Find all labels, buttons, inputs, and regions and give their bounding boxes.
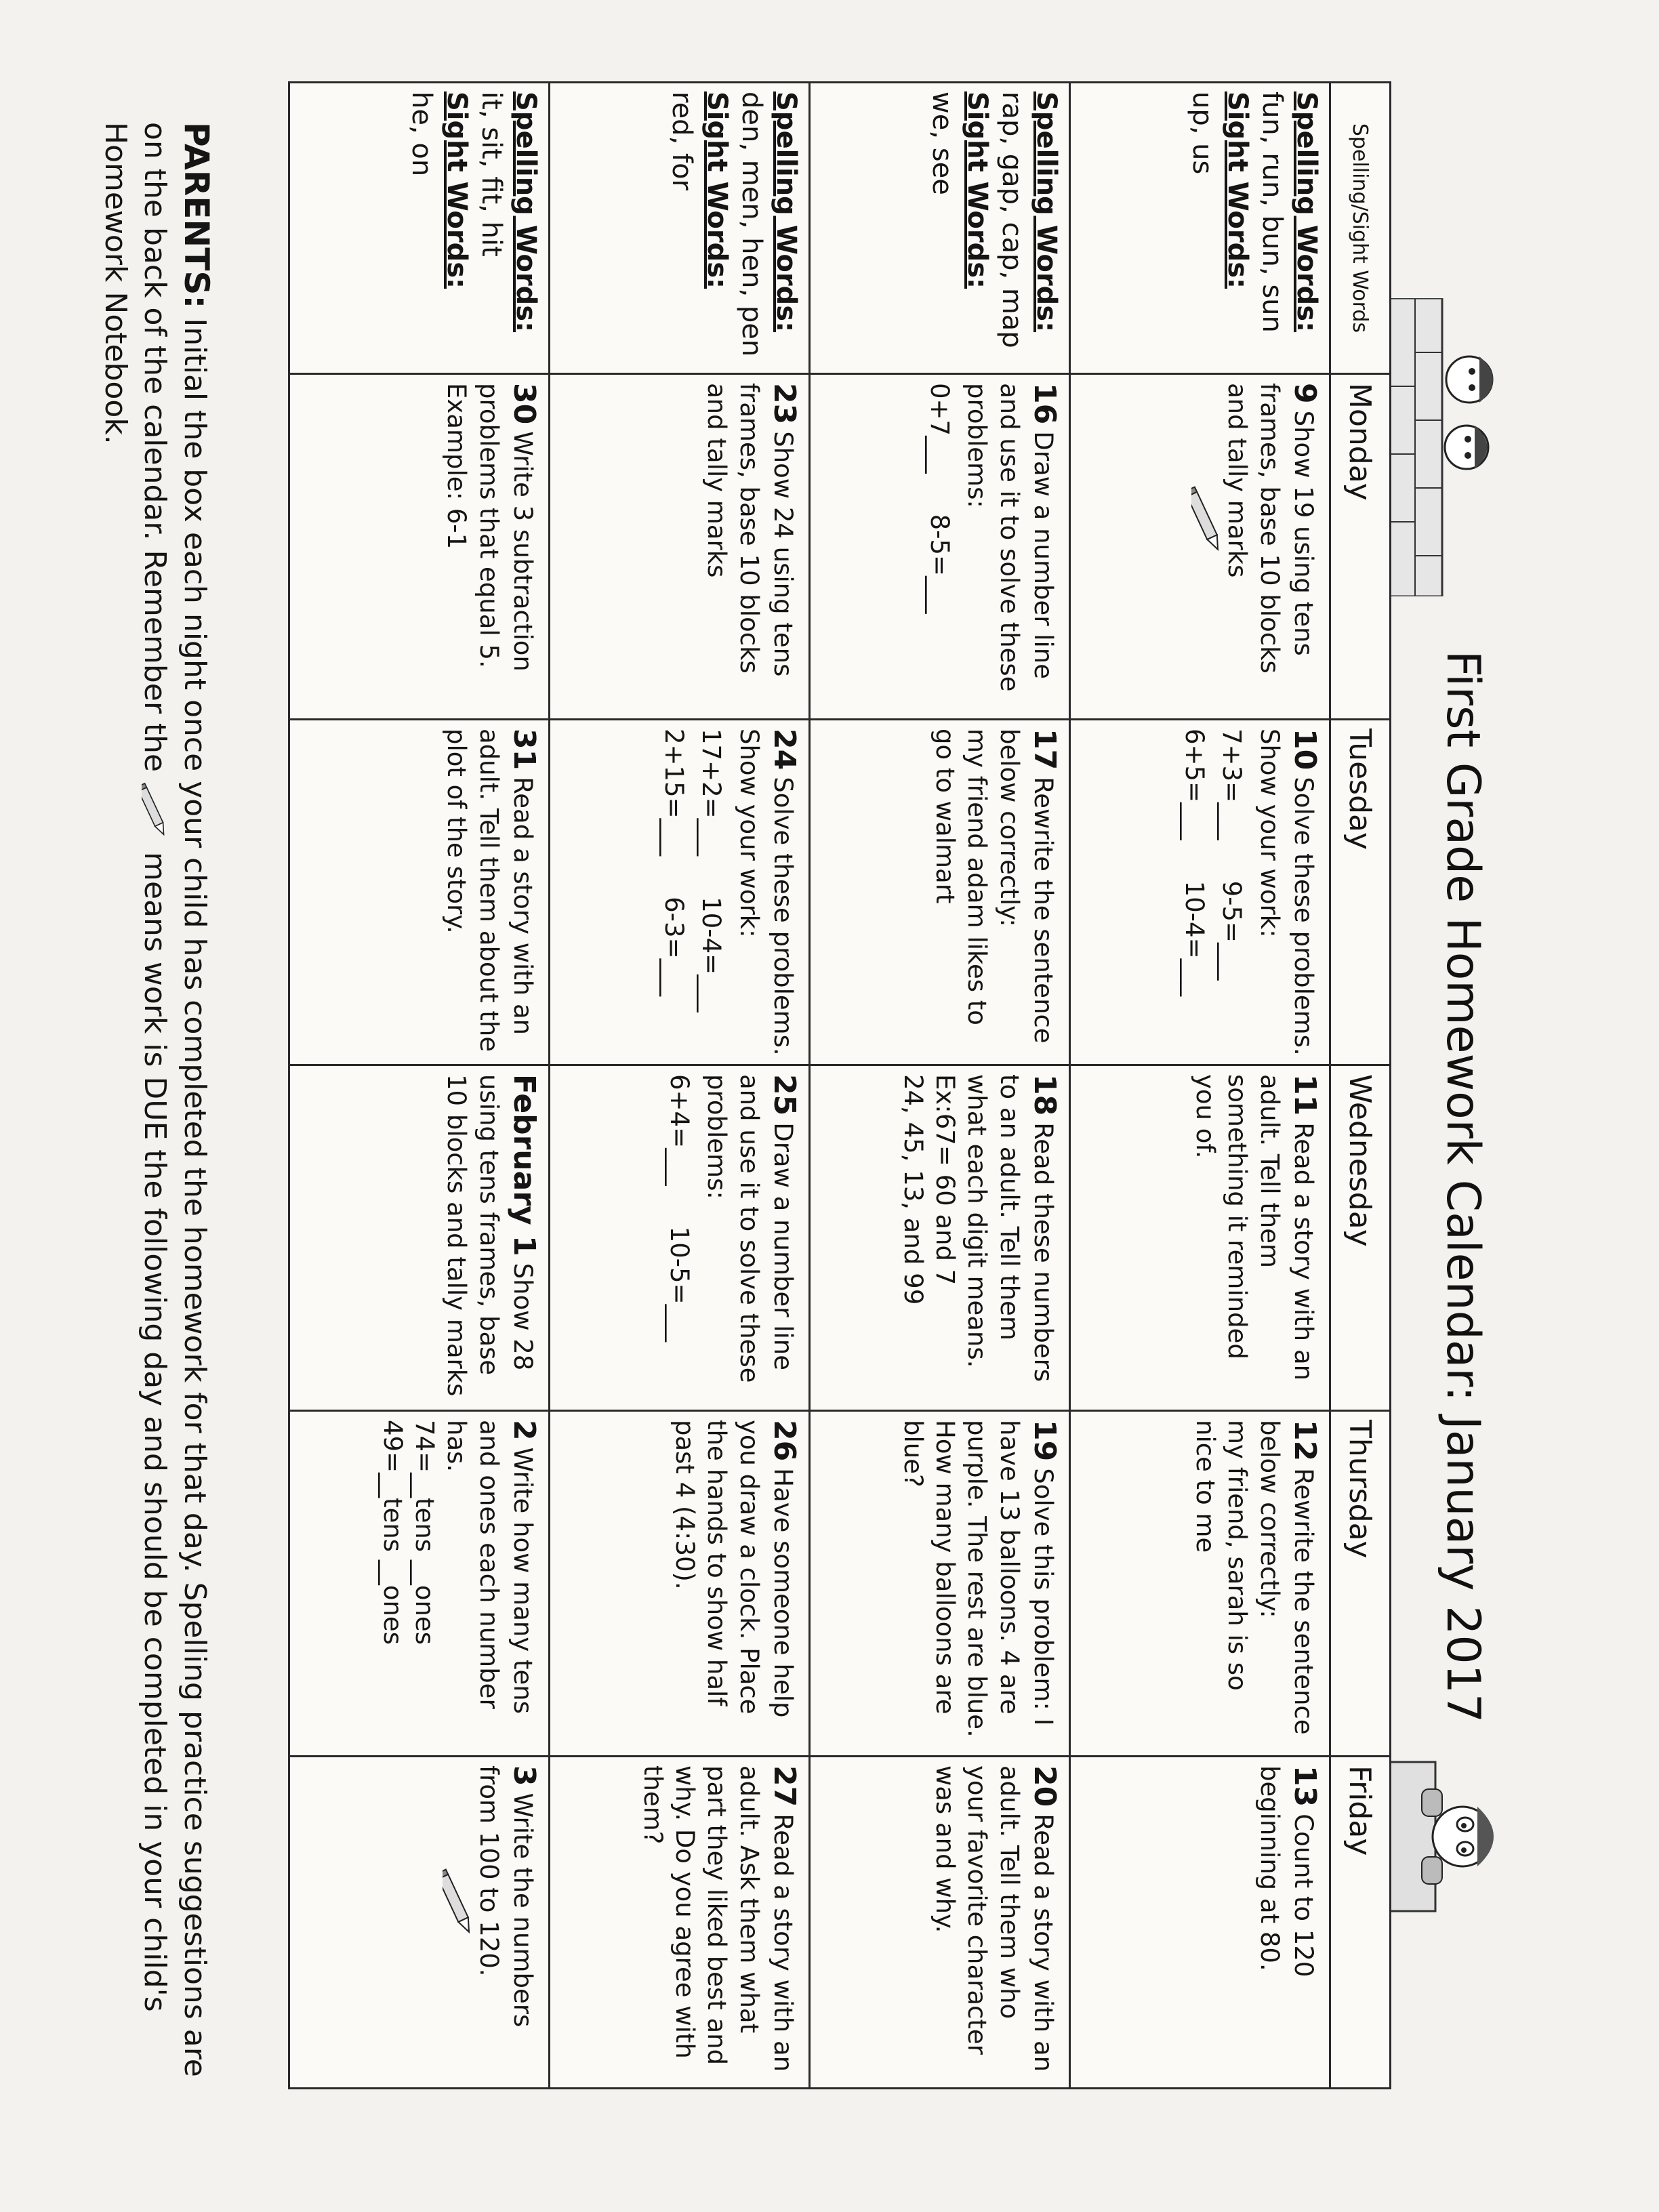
sight-words-label: Sight Words:: [961, 91, 993, 289]
spelling-cell: [1070, 83, 1330, 374]
day-number: 31: [507, 729, 541, 771]
day-task: Have someone help you draw a clock. Place the hands to show half past 4 (4:30).: [670, 1420, 798, 1718]
sight-words-label: Sight Words:: [1221, 91, 1253, 289]
day-number: February 1: [507, 1074, 541, 1256]
day-task: Solve these problems. Show your work:: [734, 729, 798, 1056]
day-cell[interactable]: [810, 1065, 1070, 1411]
day-cell[interactable]: [810, 1757, 1070, 2089]
day-cell[interactable]: [810, 1411, 1070, 1757]
header-wednesday: Wednesday: [1330, 1065, 1391, 1411]
day-task: Show 19 using tens frames, base 10 blocks and tally marks: [1223, 383, 1318, 674]
header-tuesday: Tuesday: [1330, 720, 1391, 1065]
tens-ones-problem: 74=__tens __ones: [409, 1420, 439, 1645]
day-task: Rewrite the sentence below correctly:: [994, 729, 1058, 1044]
day-number: 26: [767, 1420, 802, 1462]
day-task: Solve these problems. Show your work:: [1254, 729, 1318, 1056]
day-number: 23: [767, 383, 802, 425]
spelling-words-label: Spelling Words:: [510, 91, 541, 333]
day-number: 30: [507, 383, 541, 425]
page-title: First Grade Homework Calendar: January 2017: [1436, 651, 1490, 1723]
day-cell[interactable]: [1070, 374, 1330, 720]
day-number: 12: [1288, 1420, 1322, 1462]
spelling-words: it, sit, fit, hit: [475, 91, 507, 257]
day-number: 3: [507, 1765, 541, 1786]
parents-label: PARENTS:: [177, 122, 216, 309]
math-problem: 0+7___: [924, 383, 954, 474]
day-task: Read a story with an adult. Tell them something it reminded you of.: [1190, 1074, 1318, 1381]
day-cell[interactable]: [1070, 720, 1330, 1065]
parents-note: [96, 122, 219, 2087]
table-header-row: [1330, 83, 1391, 2089]
day-task: Show 28 using tens frames, base 10 blocks and tally marks: [442, 1074, 537, 1397]
pencil-icon: [142, 781, 165, 842]
parents-text-before: Initial the box each night once your child has completed the homework for that day. Spelling practice suggestions are on the back of the calendar. Remember the: [138, 122, 212, 2077]
day-cell[interactable]: [550, 374, 810, 720]
title-row: [1388, 41, 1537, 2101]
homework-calendar-table: [288, 81, 1391, 2089]
day-cell[interactable]: [289, 720, 550, 1065]
header-monday: Monday: [1330, 374, 1391, 720]
day-number: 18: [1027, 1074, 1062, 1116]
day-task: Draw a number line and use it to solve these problems:: [702, 1074, 798, 1383]
day-cell[interactable]: [550, 720, 810, 1065]
day-task: Write 3 subtraction problems that equal 5.: [474, 383, 537, 672]
sight-words: he, on: [406, 91, 438, 177]
math-problem: 8-5=___: [924, 514, 954, 614]
day-cell[interactable]: [289, 1757, 550, 2089]
day-cell[interactable]: [810, 374, 1070, 720]
day-task: Write how many tens and ones each number has.: [442, 1420, 537, 1715]
day-number: 16: [1027, 383, 1062, 425]
day-number: 25: [767, 1074, 802, 1116]
numbers-list: 24, 45, 13, and 99: [898, 1074, 928, 1305]
day-task: Rewrite the sentence below correctly:: [1254, 1420, 1318, 1735]
header-spelling-sight-words: Spelling/Sight Words: [1330, 83, 1391, 374]
sentence-to-fix: my friend, sarah is so nice to me: [1190, 1420, 1252, 1691]
day-number: 27: [767, 1765, 802, 1807]
sight-words-label: Sight Words:: [441, 91, 472, 289]
day-task: Show 24 using tens frames, base 10 blocks and tally marks: [702, 383, 798, 677]
day-task: Read a story with an adult. Tell them about the plot of the story.: [442, 729, 537, 1052]
day-number: 11: [1288, 1074, 1322, 1116]
day-task: Write the numbers from 100 to 120.: [474, 1765, 537, 2028]
day-cell[interactable]: [550, 1757, 810, 2089]
spelling-words: fun, run, bun, sun: [1256, 91, 1288, 333]
day-task: Solve this problem: I have 13 balloons. 4 are purple. The rest are blue. How many balloons are blue?: [898, 1420, 1058, 1738]
pencil-icon: [1191, 485, 1218, 559]
spelling-words: rap, gap, cap, map: [996, 91, 1027, 348]
math-problem: 10-5=___: [664, 1226, 694, 1343]
table-row: [810, 83, 1070, 2089]
day-cell[interactable]: [289, 1065, 550, 1411]
day-number: 17: [1027, 729, 1062, 771]
day-cell[interactable]: [810, 720, 1070, 1065]
sight-words: up, us: [1187, 91, 1218, 175]
sentence-to-fix: my friend adam likes to go to walmart: [930, 729, 992, 1025]
day-number: 9: [1288, 383, 1322, 404]
math-problem: 9-5=___: [1217, 880, 1247, 981]
kid-peeking-clipart: [1388, 1748, 1510, 1925]
math-problem: 7+3=___: [1217, 729, 1247, 840]
day-task: Read these numbers to an adult. Tell them what each digit means.: [962, 1074, 1058, 1382]
day-number: 20: [1027, 1765, 1062, 1807]
spelling-words-label: Spelling Words:: [771, 91, 802, 333]
spelling-words-label: Spelling Words:: [1031, 91, 1062, 333]
day-number: 13: [1288, 1765, 1322, 1807]
header-thursday: Thursday: [1330, 1411, 1391, 1757]
day-task: Read a story with an adult. Ask them what part they liked best and why. Do you agree with them?: [638, 1765, 798, 2072]
spelling-cell: [289, 83, 550, 374]
math-problem: 10-4=___: [1179, 880, 1209, 997]
example-text: Ex:67= 60 and 7: [930, 1074, 960, 1286]
day-task: Draw a number line and use it to solve these problems:: [962, 383, 1058, 692]
sight-words: we, see: [926, 91, 958, 195]
sight-words: red, for: [666, 91, 698, 190]
spelling-words: den, men, hen, pen: [735, 91, 767, 357]
day-cell[interactable]: [1070, 1411, 1330, 1757]
spelling-words-label: Spelling Words:: [1291, 91, 1322, 333]
parents-text-after: means work is DUE the following day and should be completed in your child's Homework Notebook.: [98, 122, 172, 2012]
table-row: [289, 83, 550, 2089]
math-problem: 17+2=___: [697, 729, 726, 857]
day-cell[interactable]: [1070, 1757, 1330, 2089]
math-problem: 6-3=___: [659, 897, 689, 997]
table-row: [1070, 83, 1330, 2089]
header-friday: Friday: [1330, 1757, 1391, 2089]
example-text: Example: 6-1: [442, 383, 472, 550]
pencil-icon: [443, 1867, 470, 1942]
spelling-cell: [810, 83, 1070, 374]
math-problem: 6+5=___: [1179, 729, 1209, 840]
math-problem: 10-4=___: [697, 897, 726, 1012]
tens-ones-problem: 49=__tens __ones: [377, 1420, 407, 1645]
day-cell[interactable]: [550, 1065, 810, 1411]
sight-words-label: Sight Words:: [701, 91, 733, 289]
day-number: 2: [507, 1420, 541, 1441]
day-task: Read a story with an adult. Tell them who your favorite character was and why.: [930, 1765, 1058, 2072]
day-cell[interactable]: [289, 374, 550, 720]
day-cell[interactable]: [1070, 1065, 1330, 1411]
day-cell[interactable]: [550, 1411, 810, 1757]
day-number: 24: [767, 729, 802, 771]
math-problem: 2+15=___: [659, 729, 689, 857]
table-row: [550, 83, 810, 2089]
day-number: 10: [1288, 729, 1322, 771]
day-number: 19: [1027, 1420, 1062, 1462]
day-cell[interactable]: [289, 1411, 550, 1757]
math-problem: 6+4=___: [664, 1074, 694, 1186]
day-task: Count to 120 beginning at 80.: [1254, 1765, 1318, 1978]
spelling-cell: [550, 83, 810, 374]
kids-on-wall-clipart: [1388, 298, 1517, 596]
